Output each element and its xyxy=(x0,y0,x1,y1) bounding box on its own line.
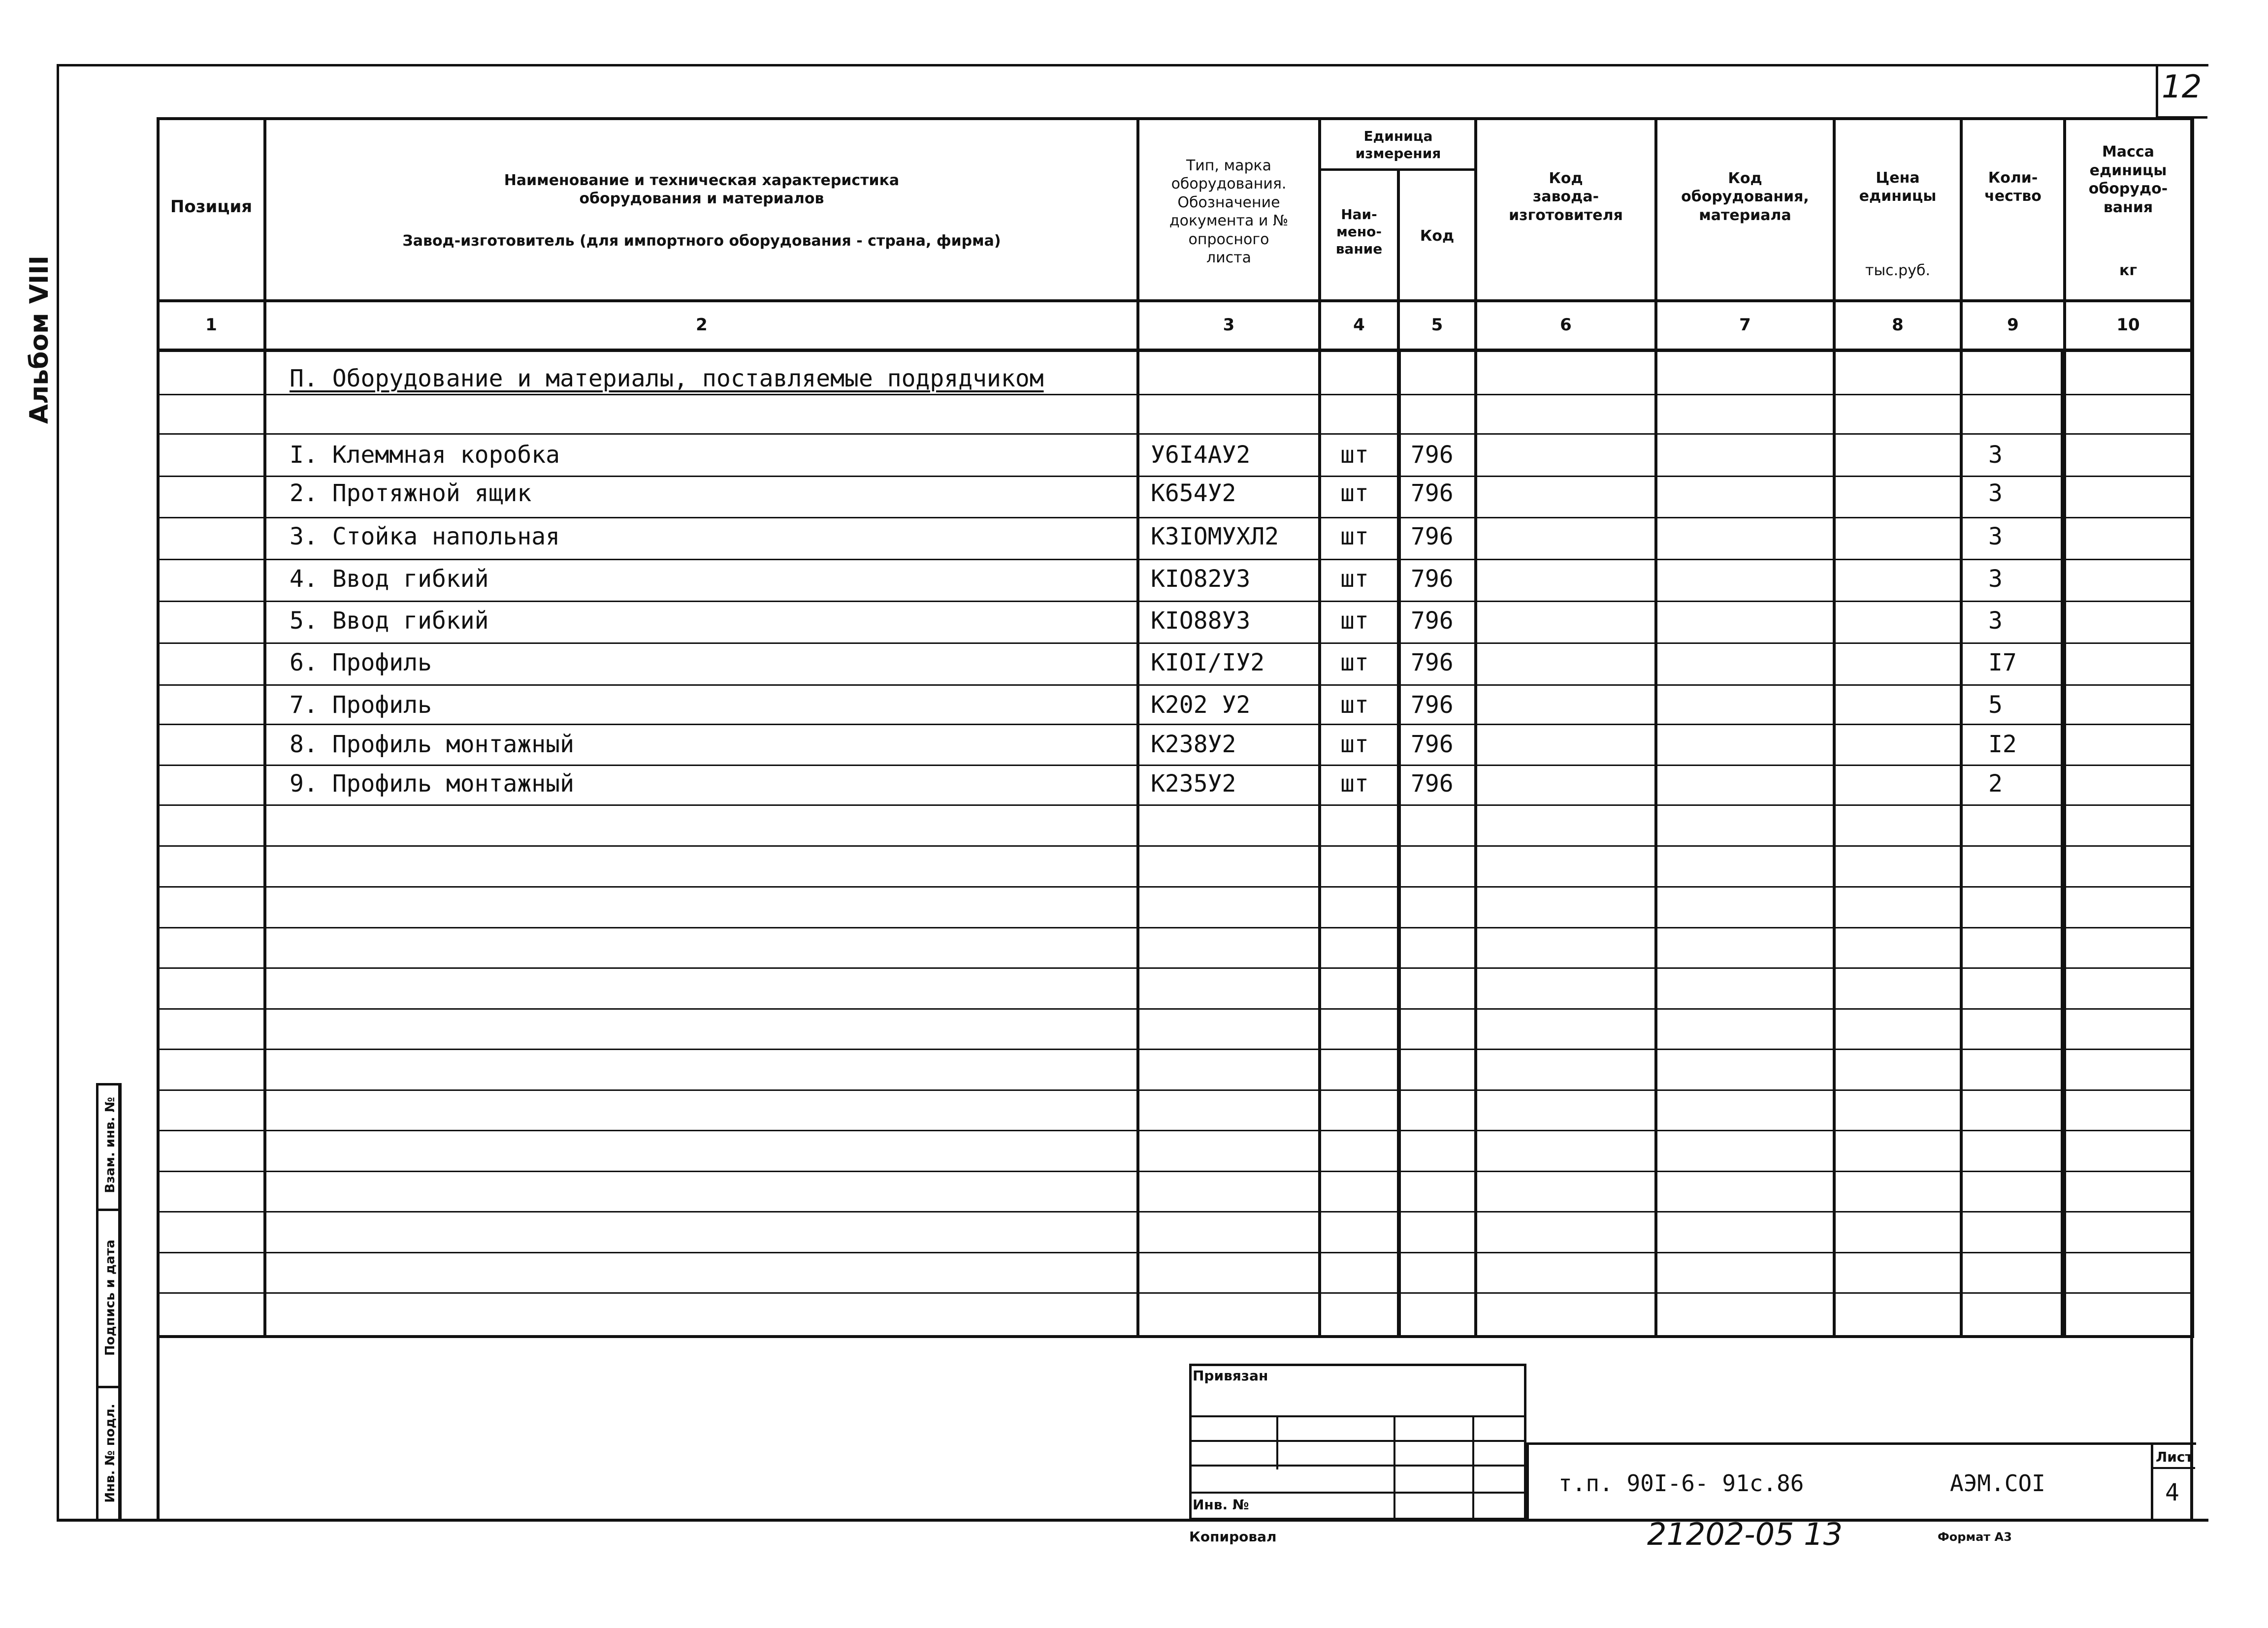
row-rule xyxy=(157,845,2194,847)
col-sep-1 xyxy=(263,117,266,1338)
archive-number: 21202-05 13 xyxy=(1647,1516,1843,1552)
item-unit-code: 796 xyxy=(1411,731,1454,758)
colnum-3: 3 xyxy=(1223,315,1235,335)
colnum-2: 2 xyxy=(696,315,708,335)
row-rule xyxy=(157,765,2194,766)
privyazan-h1 xyxy=(1189,1415,1526,1417)
item-unit-code: 796 xyxy=(1411,479,1454,507)
privyazan-v3 xyxy=(1472,1415,1474,1520)
privyazan-v2 xyxy=(1393,1415,1395,1520)
header-type: Тип, марка оборудования. Обозначение документа и № опросного листа xyxy=(1169,157,1289,266)
row-rule xyxy=(157,476,2194,477)
row-rule xyxy=(157,724,2194,725)
item-name: 2. Протяжной ящик xyxy=(290,479,532,507)
item-quantity: 2 xyxy=(1988,770,2003,798)
item-unit-code: 796 xyxy=(1411,691,1454,719)
outer-frame-left xyxy=(57,64,59,1521)
item-type: У6I4АУ2 xyxy=(1151,441,1251,469)
row-rule xyxy=(157,559,2194,560)
header-unit-code: Код xyxy=(1420,227,1455,245)
format-label: Формат А3 xyxy=(1938,1530,2012,1544)
item-unit: шт xyxy=(1340,691,1369,719)
row-rule xyxy=(157,1130,2194,1131)
row-rule xyxy=(157,927,2194,928)
side-stamp-replaced-inv: Взам. инв. № xyxy=(103,1097,118,1193)
colnum-6: 6 xyxy=(1560,315,1572,335)
item-type: К238У2 xyxy=(1151,731,1236,758)
item-unit: шт xyxy=(1340,770,1369,798)
row-rule xyxy=(157,1211,2194,1213)
row-rule xyxy=(157,1049,2194,1050)
row-rule xyxy=(157,1252,2194,1253)
col-sep-2 xyxy=(1136,117,1139,1338)
col-sep-8 xyxy=(1960,117,1963,1338)
item-type: КIОI/IУ2 xyxy=(1151,649,1265,676)
colnum-9: 9 xyxy=(2007,315,2019,335)
row-rule xyxy=(157,433,2194,435)
item-name: 8. Профиль монтажный xyxy=(290,731,574,758)
item-quantity: 3 xyxy=(1988,523,2003,550)
header-factory-code: Код завода- изготовителя xyxy=(1509,169,1623,224)
item-type: К3IОМУХЛ2 xyxy=(1151,523,1279,550)
col-sep-7 xyxy=(1833,117,1836,1338)
unit-group-line xyxy=(1318,168,1477,171)
item-quantity: I2 xyxy=(1988,731,2017,758)
item-unit-code: 796 xyxy=(1411,649,1454,676)
item-name: 3. Стойка напольная xyxy=(290,523,560,550)
table-right-edge xyxy=(2190,117,2193,1520)
header-price: Цена единицы xyxy=(1859,169,1937,205)
inv-no-label: Инв. № xyxy=(1193,1497,1249,1513)
side-stamp-inv-original: Инв. № подл. xyxy=(103,1404,118,1503)
item-unit: шт xyxy=(1340,479,1369,507)
item-unit: шт xyxy=(1340,523,1369,550)
privyazan-h2 xyxy=(1189,1440,1526,1442)
privyazan-h3 xyxy=(1189,1465,1526,1467)
header-unit-group: Единица измерения xyxy=(1355,128,1441,161)
colnum-5: 5 xyxy=(1431,315,1443,335)
copied-label: Копировал xyxy=(1189,1529,1277,1545)
section-title: П. Оборудование и материалы, поставляемые подрядчиком xyxy=(290,365,1044,392)
privyazan-v1 xyxy=(1276,1415,1278,1469)
item-type: К202 У2 xyxy=(1151,691,1251,719)
colnum-1: 1 xyxy=(205,315,217,335)
header-mass: Масса единицы оборудо- вания xyxy=(2088,143,2168,216)
row-rule xyxy=(157,886,2194,888)
bottom-left-edge xyxy=(157,1338,160,1520)
outer-frame-top xyxy=(57,64,2208,66)
header-price-unit: тыс.руб. xyxy=(1865,262,1931,280)
row-rule xyxy=(157,1089,2194,1091)
col-sep-3 xyxy=(1318,117,1321,1338)
item-quantity: 3 xyxy=(1988,565,2003,593)
item-type: К235У2 xyxy=(1151,770,1236,798)
item-type: К654У2 xyxy=(1151,479,1236,507)
sheet-label-line xyxy=(2151,1467,2195,1469)
header-position: Позиция xyxy=(170,196,253,217)
album-label: Альбом VIII xyxy=(25,255,54,424)
row-rule xyxy=(157,642,2194,644)
colnum-7: 7 xyxy=(1739,315,1751,335)
item-unit-code: 796 xyxy=(1411,441,1454,469)
item-unit: шт xyxy=(1340,565,1369,593)
row-rule xyxy=(157,517,2194,518)
item-name: 6. Профиль xyxy=(290,649,432,676)
row-rule xyxy=(157,1292,2194,1294)
item-quantity: 3 xyxy=(1988,479,2003,507)
privyazan-h4 xyxy=(1189,1492,1526,1494)
item-unit-code: 796 xyxy=(1411,607,1454,635)
page-number: 12 xyxy=(2162,69,2202,105)
colnum-4: 4 xyxy=(1353,315,1365,335)
item-name: 7. Профиль xyxy=(290,691,432,719)
side-stamp-signature-date: Подпись и дата xyxy=(103,1239,118,1356)
item-type: КIО82У3 xyxy=(1151,565,1251,593)
item-unit: шт xyxy=(1340,731,1369,758)
item-unit-code: 796 xyxy=(1411,523,1454,550)
header-unit-name: Наи- мено- вание xyxy=(1335,206,1383,257)
sheet-number: 4 xyxy=(2165,1479,2179,1506)
document-code: т.п. 90I-6- 91с.86 xyxy=(1558,1470,1804,1497)
header-name-line2: Завод-изготовитель (для импортного оборудования - страна, фирма) xyxy=(402,232,1001,250)
col-sep-6 xyxy=(1654,117,1657,1338)
item-quantity: 3 xyxy=(1988,607,2003,635)
col-sep-5 xyxy=(1474,117,1477,1338)
item-quantity: I7 xyxy=(1988,649,2017,676)
row-rule xyxy=(157,601,2194,602)
colnum-bottom-line xyxy=(157,349,2194,352)
sheet-label: Лист xyxy=(2156,1449,2193,1465)
item-unit: шт xyxy=(1340,607,1369,635)
header-quantity: Коли- чество xyxy=(1984,169,2041,205)
item-quantity: 3 xyxy=(1988,441,2003,469)
colnum-10: 10 xyxy=(2116,315,2140,335)
row-rule xyxy=(157,967,2194,969)
header-mass-unit: кг xyxy=(2119,262,2138,280)
header-equipment-code: Код оборудования, материала xyxy=(1681,169,1809,224)
item-unit: шт xyxy=(1340,649,1369,676)
header-bottom-line xyxy=(157,299,2194,302)
row-rule xyxy=(157,804,2194,806)
item-name: 5. Ввод гибкий xyxy=(290,607,489,635)
row-rule xyxy=(157,1008,2194,1010)
privyazan-label: Привязан xyxy=(1193,1368,1268,1384)
colnum-8: 8 xyxy=(1892,315,1904,335)
item-name: I. Клеммная коробка xyxy=(290,441,560,469)
doc-mark: АЭМ.СОI xyxy=(1950,1470,2045,1497)
row-rule xyxy=(157,1171,2194,1172)
item-unit: шт xyxy=(1340,441,1369,469)
header-name-line1: Наименование и техническая характеристика оборудования и материалов xyxy=(504,171,900,207)
item-name: 9. Профиль монтажный xyxy=(290,770,574,798)
row-rule xyxy=(157,394,2194,395)
row-rule xyxy=(157,684,2194,686)
item-quantity: 5 xyxy=(1988,691,2003,719)
item-unit-code: 796 xyxy=(1411,770,1454,798)
item-unit-code: 796 xyxy=(1411,565,1454,593)
item-type: КIО88У3 xyxy=(1151,607,1251,635)
item-name: 4. Ввод гибкий xyxy=(290,565,489,593)
